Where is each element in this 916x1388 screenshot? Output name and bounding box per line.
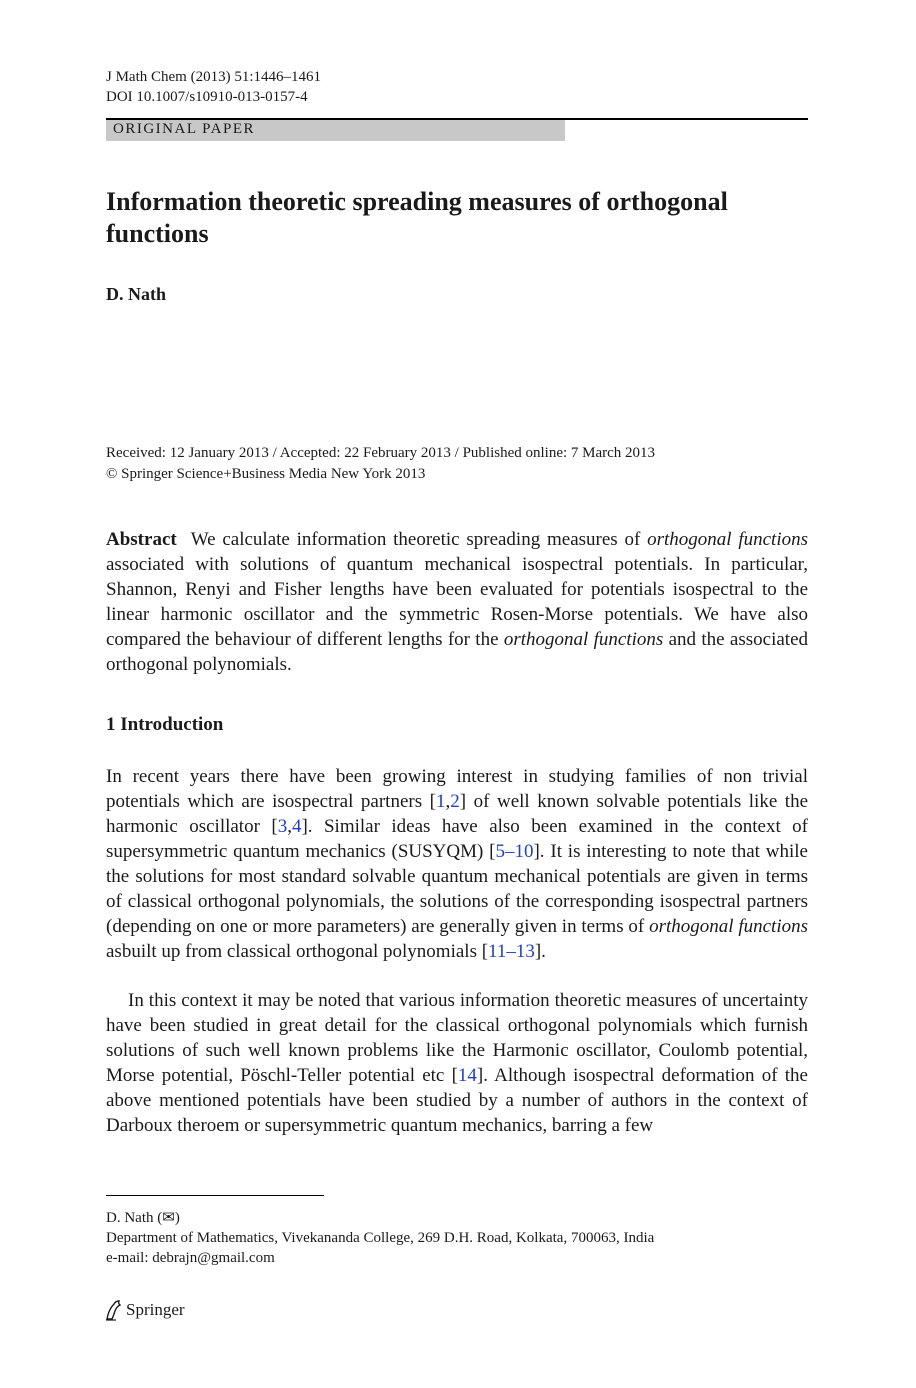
citation-link[interactable]: 11–13 [488, 941, 535, 962]
citation-link[interactable]: 5–10 [495, 841, 534, 862]
copyright-line: © Springer Science+Business Media New York 2013 [106, 466, 426, 482]
author-footnote [106, 1208, 654, 1268]
footnote-author: D. Nath (✉) [106, 1210, 180, 1226]
doi: DOI 10.1007/s10910-013-0157-4 [106, 89, 308, 105]
publisher-name: Springer [126, 1300, 185, 1319]
publication-dates [106, 443, 655, 485]
intro-paragraph-1: In recent years there have been growing interest in studying families of non trivial potentials which are isospectral partners [1,2] of well known solvable potentials like the harmonic oscillator [3,4]. Similar ideas have also been examined in the context of supersymmetric quantum mechanics (SUSYQM) [5–10]. It is interesting to note that while the solutions for most standard solvable quantum mechanical potentials are given in terms of classical orthogonal polynomials, the solutions of the corresponding isospectral partners (depending on one or more parameters) are generally given in terms of orthogonal functions asbuilt up from classical orthogonal polynomials [11–13]. [106, 766, 809, 962]
footnote-affiliation: Department of Mathematics, Vivekananda College, 269 D.H. Road, Kolkata, 700063, India [106, 1230, 655, 1246]
paper-title: Information theoretic spreading measures of orthogonal functions [106, 187, 728, 248]
journal-header [106, 67, 321, 107]
citation-link[interactable]: 14 [457, 1065, 477, 1086]
footnote-email: e-mail: debrajn@gmail.com [106, 1250, 275, 1266]
citation-link[interactable]: 2 [450, 791, 460, 812]
abstract: Abstract We calculate information theoretic spreading measures of orthogonal functions associated with solutions of quantum mechanical isospectral potentials. In particular, Shannon, Renyi and Fisher lengths have been evaluated for potentials isospectral to the linear harmonic oscillator and the symmetric Rosen-Morse potentials. We have also compared the behaviour of different lengths for the orthogonal functions and the associated orthogonal polynomials. [106, 529, 808, 675]
section-heading: 1 Introduction [106, 714, 224, 735]
citation-link[interactable]: 1 [435, 791, 446, 812]
footnote-rule [106, 1195, 324, 1196]
citation-link[interactable]: 4 [291, 816, 302, 837]
journal-citation: J Math Chem (2013) 51:1446–1461 [106, 69, 321, 85]
dates-line: Received: 12 January 2013 / Accepted: 22 February 2013 / Published online: 7 March 2013 [106, 445, 656, 461]
citation-link[interactable]: 3 [277, 816, 288, 837]
springer-horse-icon [104, 1299, 122, 1321]
author-name: D. Nath [106, 284, 167, 304]
envelope-icon: ✉ [162, 1210, 175, 1226]
intro-paragraph-2: In this context it may be noted that various information theoretic measures of uncertainty have been studied in great detail for the classical orthogonal polynomials which furnish solutions of such well known problems like the Harmonic oscillator, Coulomb potential, Morse potential, Pöschl-Teller potential etc [14]. Although isospectral deformation of the above mentioned potentials have been studied by a number of authors in the context of Darboux theroem or supersymmetric quantum mechanics, barring a few [106, 990, 808, 1136]
publisher-logo [104, 1299, 185, 1321]
article-type-band [106, 120, 565, 141]
abstract-label: Abstract [106, 529, 177, 550]
article-type: ORIGINAL PAPER [113, 121, 255, 137]
